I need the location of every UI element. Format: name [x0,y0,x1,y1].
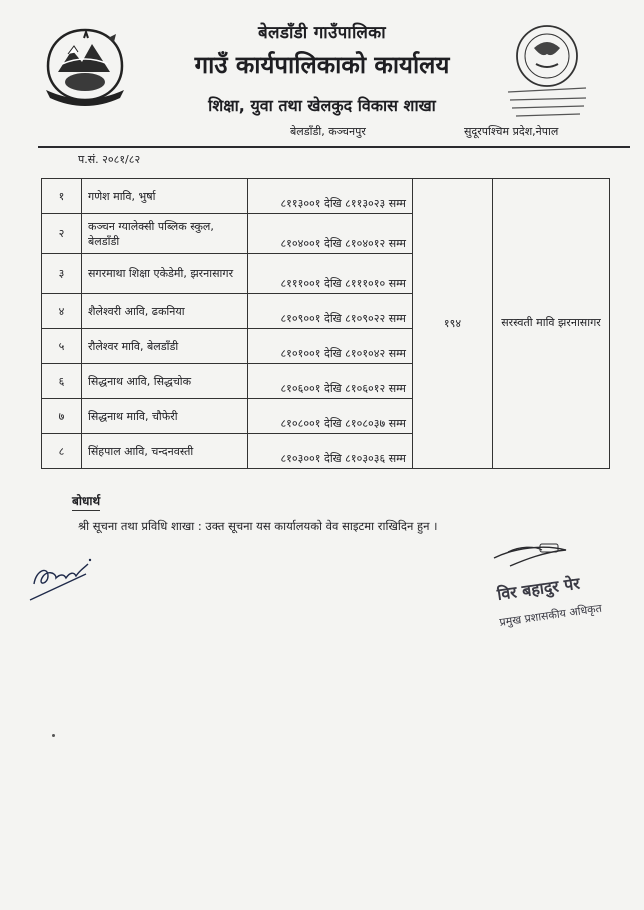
school-name: कञ्चन ग्यालेक्सी पब्लिक स्कुल, बेलडाँडी [82,214,248,254]
serial-number: २ [42,214,82,254]
school-name: रौलेश्वर मावि, बेलडाँडी [82,329,248,364]
branch-name: शिक्षा, युवा तथा खेलकुद विकास शाखा [208,96,436,115]
school-name: शैलेश्वरी आवि, ढकनिया [82,294,248,329]
exam-center: सरस्वती मावि झरनासागर [493,179,610,469]
stamp-designation: प्रमुख प्रशासकीय अधिकृत [498,601,603,629]
symbol-range: ८१०९००१ देखि ८१०९०२२ सम्म [248,294,413,329]
serial-number: ३ [42,254,82,294]
municipality-name: बेलडाँडी गाउँपालिका [258,23,386,43]
handwritten-signature [26,552,96,604]
serial-number: ५ [42,329,82,364]
school-symbol-table [41,178,610,469]
symbol-range: ८१०८००१ देखि ८१०८०३७ सम्म [248,399,413,434]
school-name: सिद्धनाथ मावि, चौफेरी [82,399,248,434]
school-name: गणेश मावि, भुर्षा [82,179,248,214]
cc-heading: बोधार्थ [72,492,100,511]
cc-text: श्री सूचना तथा प्रविधि शाखा : उक्त सूचना यस कार्यालयको वेव साइटमा राखिदिन हुन । [78,519,438,533]
serial-number: १ [42,179,82,214]
total-students: १९४ [413,179,493,469]
address-right: सुदूरपश्चिम प्रदेश,नेपाल [464,125,559,138]
school-name: सगरमाथा शिक्षा एकेडेमी, झरनासागर [82,254,248,294]
table-row [42,179,610,214]
serial-number: ७ [42,399,82,434]
serial-number: ८ [42,434,82,469]
serial-number: ६ [42,364,82,399]
stamp-officer-name: विर बहादुर पेर [495,573,581,604]
office-seal-stamp [498,18,596,122]
symbol-range: ८१०१००१ देखि ८१०१०४२ सम्म [248,329,413,364]
school-name: सिंहपाल आवि, चन्दनवस्ती [82,434,248,469]
header-divider [38,146,630,148]
symbol-range: ८१०४००१ देखि ८१०४०१२ सम्म [248,214,413,254]
address-left: बेलडाँडी, कञ्चनपुर [290,125,366,138]
reference-number: प.सं. २०८१/८२ [78,153,141,166]
symbol-range: ८१०६००१ देखि ८१०६०१२ सम्म [248,364,413,399]
school-name: सिद्धनाथ आवि, सिद्धचोक [82,364,248,399]
symbol-range: ८१११००१ देखि ८१११०१० सम्म [248,254,413,294]
officer-signature-stamp [474,538,620,638]
office-title: गाउँ कार्यपालिकाको कार्यालय [194,51,450,79]
symbol-range: ८११३००१ देखि ८११३०२३ सम्म [248,179,413,214]
serial-number: ४ [42,294,82,329]
symbol-range: ८१०३००१ देखि ८१०३०३६ सम्म [248,434,413,469]
scan-speck [52,734,55,737]
